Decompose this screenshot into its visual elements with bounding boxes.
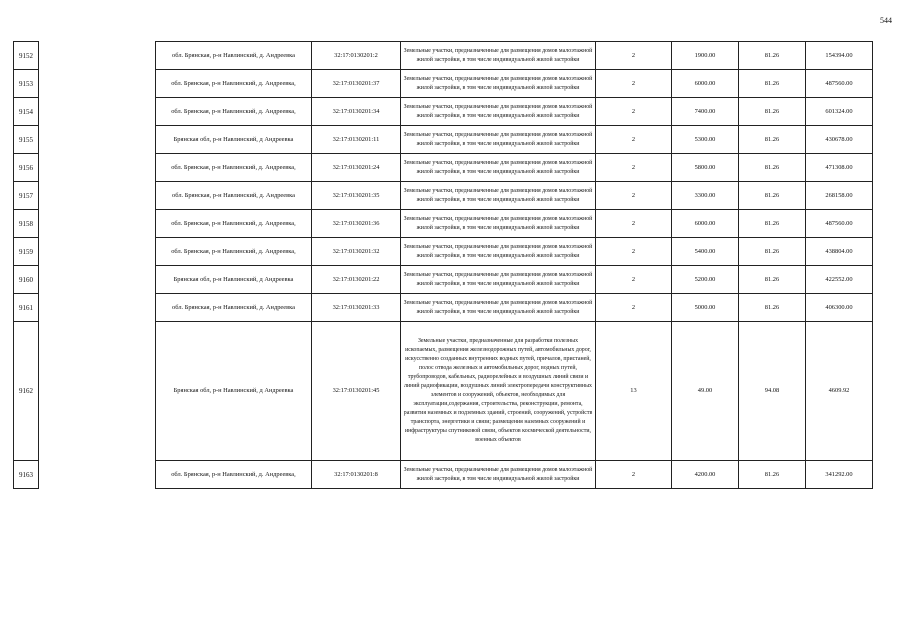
cadastral-value-cell: 4609.92 xyxy=(806,322,873,461)
group-cell: 2 xyxy=(596,461,672,489)
purpose-cell: Земельные участки, предназначенные для размещения домов малоэтажной жилой застройки, в том числе индивидуальной жилой застройки xyxy=(401,461,596,489)
cadastral-number-cell: 32:17:0130201:2 xyxy=(312,42,401,70)
group-cell: 2 xyxy=(596,182,672,210)
table-row xyxy=(156,461,873,489)
address-cell: обл. Брянская, р-н Навлинский, д. Андреевка, xyxy=(156,70,312,98)
cadastral-number-cell: 32:17:0130201:37 xyxy=(312,70,401,98)
address-cell: Брянская обл, р-н Навлинский, д Андреевка xyxy=(156,266,312,294)
table-row xyxy=(14,266,39,294)
purpose-cell: Земельные участки, предназначенные для размещения домов малоэтажной жилой застройки, в том числе индивидуальной жилой застройки xyxy=(401,294,596,322)
table-row xyxy=(14,210,39,238)
table-row xyxy=(14,126,39,154)
table-row xyxy=(156,210,873,238)
rate-cell: 81.26 xyxy=(739,70,806,98)
row-number-cell: 9154 xyxy=(14,98,39,126)
rate-cell: 81.26 xyxy=(739,461,806,489)
purpose-cell: Земельные участки, предназначенные для размещения домов малоэтажной жилой застройки, в том числе индивидуальной жилой застройки xyxy=(401,210,596,238)
address-cell: обл. Брянская, р-н Навлинский, д. Андреевка xyxy=(156,42,312,70)
address-cell: обл. Брянская, р-н Навлинский, д. Андреевка, xyxy=(156,154,312,182)
table-row xyxy=(14,238,39,266)
page-number: 544 xyxy=(880,16,892,25)
area-cell: 1900.00 xyxy=(672,42,739,70)
area-cell: 5200.00 xyxy=(672,266,739,294)
table-row xyxy=(156,322,873,461)
cadastral-value-cell: 406300.00 xyxy=(806,294,873,322)
table-row xyxy=(14,182,39,210)
purpose-cell: Земельные участки, предназначенные для размещения домов малоэтажной жилой застройки, в том числе индивидуальной жилой застройки xyxy=(401,238,596,266)
rate-cell: 81.26 xyxy=(739,294,806,322)
area-cell: 3300.00 xyxy=(672,182,739,210)
group-cell: 2 xyxy=(596,70,672,98)
land-plots-table xyxy=(155,41,873,489)
purpose-cell: Земельные участки, предназначенные для размещения домов малоэтажной жилой застройки, в том числе индивидуальной жилой застройки xyxy=(401,266,596,294)
area-cell: 7400.00 xyxy=(672,98,739,126)
row-number-cell: 9153 xyxy=(14,70,39,98)
table-row xyxy=(14,98,39,126)
cadastral-number-cell: 32:17:0130201:32 xyxy=(312,238,401,266)
cadastral-value-cell: 601324.00 xyxy=(806,98,873,126)
cadastral-number-cell: 32:17:0130201:22 xyxy=(312,266,401,294)
address-cell: обл. Брянская, р-н Навлинский, д. Андреевка xyxy=(156,182,312,210)
table-row xyxy=(156,98,873,126)
cadastral-number-cell: 32:17:0130201:11 xyxy=(312,126,401,154)
rate-cell: 81.26 xyxy=(739,126,806,154)
area-cell: 5400.00 xyxy=(672,238,739,266)
address-cell: обл. Брянская, р-н Навлинский, д. Андреевка xyxy=(156,294,312,322)
row-number-cell: 9163 xyxy=(14,461,39,489)
cadastral-number-cell: 32:17:0130201:24 xyxy=(312,154,401,182)
table-row xyxy=(14,42,39,70)
rate-cell: 81.26 xyxy=(739,98,806,126)
cadastral-value-cell: 154394.00 xyxy=(806,42,873,70)
row-number-cell: 9161 xyxy=(14,294,39,322)
address-cell: обл. Брянская, р-н Навлинский, д. Андреевка, xyxy=(156,210,312,238)
address-cell: Брянская обл, р-н Навлинский, д Андреевка xyxy=(156,322,312,461)
address-cell: обл. Брянская, р-н Навлинский, д. Андреевка, xyxy=(156,461,312,489)
rate-cell: 81.26 xyxy=(739,42,806,70)
table-row xyxy=(156,70,873,98)
rate-cell: 81.26 xyxy=(739,210,806,238)
group-cell: 2 xyxy=(596,266,672,294)
table-row xyxy=(156,294,873,322)
row-number-cell: 9159 xyxy=(14,238,39,266)
purpose-cell: Земельные участки, предназначенные для размещения домов малоэтажной жилой застройки, в том числе индивидуальной жилой застройки xyxy=(401,70,596,98)
row-number-cell: 9156 xyxy=(14,154,39,182)
row-number-cell: 9162 xyxy=(14,322,39,461)
rate-cell: 81.26 xyxy=(739,182,806,210)
table-row xyxy=(156,42,873,70)
group-cell: 2 xyxy=(596,238,672,266)
group-cell: 2 xyxy=(596,210,672,238)
cadastral-value-cell: 471308.00 xyxy=(806,154,873,182)
rate-cell: 81.26 xyxy=(739,266,806,294)
cadastral-value-cell: 487560.00 xyxy=(806,70,873,98)
cadastral-number-cell: 32:17:0130201:34 xyxy=(312,98,401,126)
area-cell: 6000.00 xyxy=(672,210,739,238)
cadastral-number-cell: 32:17:0130201:45 xyxy=(312,322,401,461)
group-cell: 2 xyxy=(596,126,672,154)
cadastral-number-cell: 32:17:0130201:35 xyxy=(312,182,401,210)
group-cell: 2 xyxy=(596,294,672,322)
purpose-cell: Земельные участки, предназначенные для размещения домов малоэтажной жилой застройки, в том числе индивидуальной жилой застройки xyxy=(401,182,596,210)
table-row xyxy=(14,461,39,489)
rate-cell: 81.26 xyxy=(739,154,806,182)
table-row xyxy=(156,154,873,182)
area-cell: 5800.00 xyxy=(672,154,739,182)
row-number-cell: 9157 xyxy=(14,182,39,210)
cadastral-number-cell: 32:17:0130201:36 xyxy=(312,210,401,238)
group-cell: 2 xyxy=(596,98,672,126)
row-number-cell: 9155 xyxy=(14,126,39,154)
area-cell: 5300.00 xyxy=(672,126,739,154)
group-cell: 2 xyxy=(596,42,672,70)
table-row xyxy=(14,154,39,182)
area-cell: 5000.00 xyxy=(672,294,739,322)
table-row xyxy=(14,322,39,461)
table-row xyxy=(156,238,873,266)
table-row xyxy=(14,294,39,322)
row-number-cell: 9160 xyxy=(14,266,39,294)
cadastral-value-cell: 430678.00 xyxy=(806,126,873,154)
table-row xyxy=(156,266,873,294)
row-number-cell: 9158 xyxy=(14,210,39,238)
purpose-cell: Земельные участки, предназначенные для разработки полезных ископаемых, размещения железнодорожных путей, автомобильных дорог, искусственно созданных внутренних водных путей, причалов, пристаней, полос отвода железных и автомобильных дорог, водных путей, трубопроводов, кабельных, радиорелейных и воздушных линий связи и линий радиофикации, воздушных линий электропередачи конструктивных элементов и сооружений, объектов, необходимых для эксплуатации,содержания, строительства, реконструкции, ремонта, развития наземных и подземных зданий, строений, сооружений, устройств транспорта, энергетики и связи; размещения наземных сооружений и инфраструктуры спутниковой связи, объектов космической деятельности, военных объектов xyxy=(401,322,596,461)
purpose-cell: Земельные участки, предназначенные для размещения домов малоэтажной жилой застройки, в том числе индивидуальной жилой застройки xyxy=(401,98,596,126)
cadastral-value-cell: 268158.00 xyxy=(806,182,873,210)
cadastral-number-cell: 32:17:0130201:8 xyxy=(312,461,401,489)
row-number-cell: 9152 xyxy=(14,42,39,70)
area-cell: 49.00 xyxy=(672,322,739,461)
purpose-cell: Земельные участки, предназначенные для размещения домов малоэтажной жилой застройки, в том числе индивидуальной жилой застройки xyxy=(401,126,596,154)
purpose-cell: Земельные участки, предназначенные для размещения домов малоэтажной жилой застройки, в том числе индивидуальной жилой застройки xyxy=(401,154,596,182)
cadastral-value-cell: 422552.00 xyxy=(806,266,873,294)
cadastral-number-cell: 32:17:0130201:33 xyxy=(312,294,401,322)
purpose-cell: Земельные участки, предназначенные для размещения домов малоэтажной жилой застройки, в том числе индивидуальной жилой застройки xyxy=(401,42,596,70)
cadastral-value-cell: 341292.00 xyxy=(806,461,873,489)
rate-cell: 94.08 xyxy=(739,322,806,461)
area-cell: 4200.00 xyxy=(672,461,739,489)
address-cell: обл. Брянская, р-н Навлинский, д. Андреевка, xyxy=(156,238,312,266)
table-row xyxy=(156,126,873,154)
row-number-column xyxy=(13,41,39,489)
cadastral-value-cell: 438804.00 xyxy=(806,238,873,266)
table-row xyxy=(14,70,39,98)
group-cell: 13 xyxy=(596,322,672,461)
address-cell: обл. Брянская, р-н Навлинский, д. Андреевка, xyxy=(156,98,312,126)
area-cell: 6000.00 xyxy=(672,70,739,98)
table-row xyxy=(156,182,873,210)
cadastral-value-cell: 487560.00 xyxy=(806,210,873,238)
address-cell: Брянская обл, р-н Навлинский, д Андреевка xyxy=(156,126,312,154)
group-cell: 2 xyxy=(596,154,672,182)
rate-cell: 81.26 xyxy=(739,238,806,266)
